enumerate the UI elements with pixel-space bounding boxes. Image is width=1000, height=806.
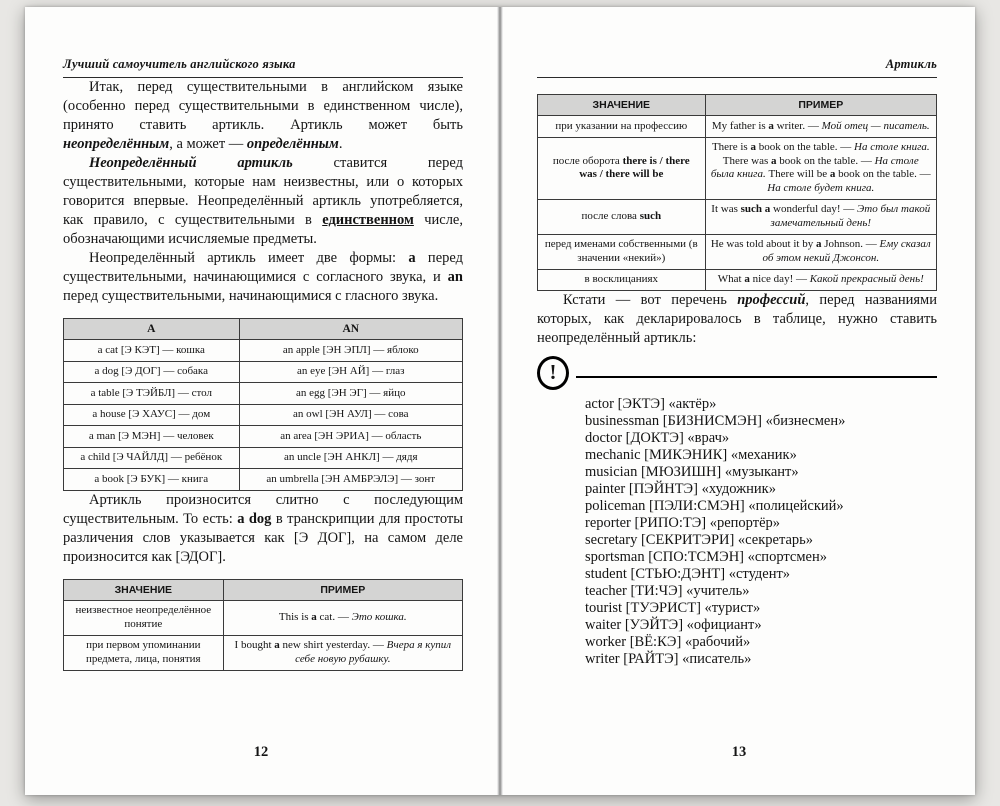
table-row (64, 469, 463, 491)
list-item: painter [ПЭЙНТЭ] «художник» (585, 481, 776, 497)
table-row (64, 426, 463, 448)
table-header-row (538, 95, 937, 116)
column-header-example: ПРИМЕР (705, 95, 936, 116)
table-cell: a table [Э ТЭЙБЛ] — стол (64, 383, 240, 405)
table-row (64, 383, 463, 405)
table-cell: a house [Э ХАУС] — дом (64, 404, 240, 426)
table-cell: a man [Э МЭН] — человек (64, 426, 240, 448)
note-rule (576, 376, 937, 378)
table-cell: a dog [Э ДОГ] — собака (64, 361, 240, 383)
table-cell: a cat [Э КЭТ] — кошка (64, 340, 240, 362)
table-meaning-example-left (63, 579, 463, 671)
table-cell-meaning: перед именами собственными (в значении «некий») (538, 234, 706, 269)
list-item: policeman [ПЭЛИ:СМЭН] «полицейский» (585, 498, 844, 514)
list-item: sportsman [СПО:ТСМЭН] «спортсмен» (585, 549, 827, 565)
column-header-an: AN (239, 319, 462, 340)
list-item: reporter [РИПО:ТЭ] «репортёр» (585, 515, 781, 531)
professions-list (537, 396, 937, 668)
table-cell-meaning: после слова such (538, 199, 706, 234)
page-number-left: 12 (253, 744, 269, 760)
table-cell: an area [ЭН ЭРИА] — область (239, 426, 462, 448)
paragraph-pronunciation: Артикль произносится слитно с последующим существительным. То есть: a dog в транскрипции для простоты различения слов указывается как [Э ДОГ], на самом деле произносится как [ЭДОГ]. (63, 491, 463, 565)
table-cell: an apple [ЭН ЭПЛ] — яблоко (239, 340, 462, 362)
page-left (25, 7, 497, 795)
table-row (538, 116, 937, 138)
table-cell-meaning: при указании на профессию (538, 116, 706, 138)
list-item: waiter [УЭЙТЭ] «официант» (585, 617, 762, 633)
table-cell: a book [Э БУК] — книга (64, 469, 240, 491)
table-meaning-example-right (537, 94, 937, 291)
table-cell-example: What a nice day! — Какой прекрасный день! (705, 269, 936, 291)
list-item: secretary [СЕКРИТЭРИ] «секретарь» (585, 532, 814, 548)
table-row (64, 404, 463, 426)
table-cell-example: He was told about it by a Johnson. — Ему сказал об этом некий Джонсон. (705, 234, 936, 269)
list-item: tourist [ТУЭРИСТ] «турист» (585, 600, 761, 616)
list-item: worker [ВЁ:КЭ] «рабочий» (585, 634, 751, 650)
column-header-meaning: ЗНАЧЕНИЕ (64, 579, 224, 600)
exclamation-icon: ! (537, 356, 569, 390)
list-item: actor [ЭКТЭ] «актёр» (585, 396, 717, 412)
table-header-row (64, 579, 463, 600)
list-item: doctor [ДОКТЭ] «врач» (585, 430, 730, 446)
table-row (64, 340, 463, 362)
table-cell: an eye [ЭН АЙ] — глаз (239, 361, 462, 383)
table-cell: a child [Э ЧАЙЛД] — ребёнок (64, 447, 240, 469)
list-item: student [СТЬЮ:ДЭНТ] «студент» (585, 566, 791, 582)
table-cell-example: I bought a new shirt yesterday. — Вчера я купил себе новую рубашку. (223, 635, 462, 670)
table-row (538, 137, 937, 199)
table-header-row (64, 319, 463, 340)
table-cell-example: There is a book on the table. — На столе книга. There was a book on the table. — На столе была книга. There will be a book on the table. — На столе будет книга. (705, 137, 936, 199)
table-row (64, 361, 463, 383)
page-number-right: 13 (731, 744, 747, 760)
list-item: writer [РАЙТЭ] «писатель» (585, 651, 752, 667)
table-cell: an egg [ЭН ЭГ] — яйцо (239, 383, 462, 405)
table-cell: an uncle [ЭН АНКЛ] — дядя (239, 447, 462, 469)
table-row (64, 447, 463, 469)
table-cell-meaning: после оборота there is / there was / there will be (538, 137, 706, 199)
table-cell-meaning: неизвестное неопределённое понятие (64, 600, 224, 635)
paragraph-professions-intro: Кстати — вот перечень профессий, перед названиями которых, как декларировалось в таблице, нужно ставить неопределённый артикль: (537, 292, 937, 346)
list-item: mechanic [МИКЭНИК] «механик» (585, 447, 797, 463)
table-cell: an umbrella [ЭН АМБРЭЛЭ] — зонт (239, 469, 462, 491)
table-row (538, 269, 937, 291)
paragraph-two-forms: Неопределённый артикль имеет две формы: a перед существительными, начинающимися с согласного звука, и an перед существительными, начинающимися с гласного звука. (63, 250, 463, 304)
list-item: teacher [ТИ:ЧЭ] «учитель» (585, 583, 750, 599)
table-cell-example: My father is a writer. — Мой отец — писатель. (705, 116, 936, 138)
note-divider (537, 356, 937, 390)
table-a-an (63, 318, 463, 491)
column-header-meaning: ЗНАЧЕНИЕ (538, 95, 706, 116)
running-header-left: Лучший самоучитель английского языка (63, 57, 296, 71)
table-cell-meaning: в восклицаниях (538, 269, 706, 291)
column-header-example: ПРИМЕР (223, 579, 462, 600)
header-rule (537, 77, 937, 78)
table-cell: an owl [ЭН АУЛ] — сова (239, 404, 462, 426)
list-item: musician [МЮЗИШН] «музыкант» (585, 464, 799, 480)
table-cell-meaning: при первом упоминании предмета, лица, понятия (64, 635, 224, 670)
table-row (64, 635, 463, 670)
paragraph-indefinite-article: Неопределённый артикль ставится перед существительными, которые нам неизвестны, или о которых говорится впервые. Неопределённый артикль употребляется, как правило, с существительными в единственном числе, обозначающими исчисляемые предметы. (63, 155, 463, 247)
running-header-right: Артикль (885, 57, 937, 71)
book-spread (25, 7, 975, 795)
table-row (538, 199, 937, 234)
table-row (64, 600, 463, 635)
table-cell-example: This is a cat. — Это кошка. (223, 600, 462, 635)
list-item: businessman [БИЗНИСМЭН] «бизнесмен» (585, 413, 846, 429)
paragraph-intro: Итак, перед существительными в английском языке (особенно перед существительными в единственном числе), принято ставить артикль. Артикль может быть неопределённым, а может — определённым. (63, 79, 463, 152)
page-right (503, 7, 975, 795)
column-header-a: A (64, 319, 240, 340)
table-cell-example: It was such a wonderful day! — Это был такой замечательный день! (705, 199, 936, 234)
table-row (538, 234, 937, 269)
